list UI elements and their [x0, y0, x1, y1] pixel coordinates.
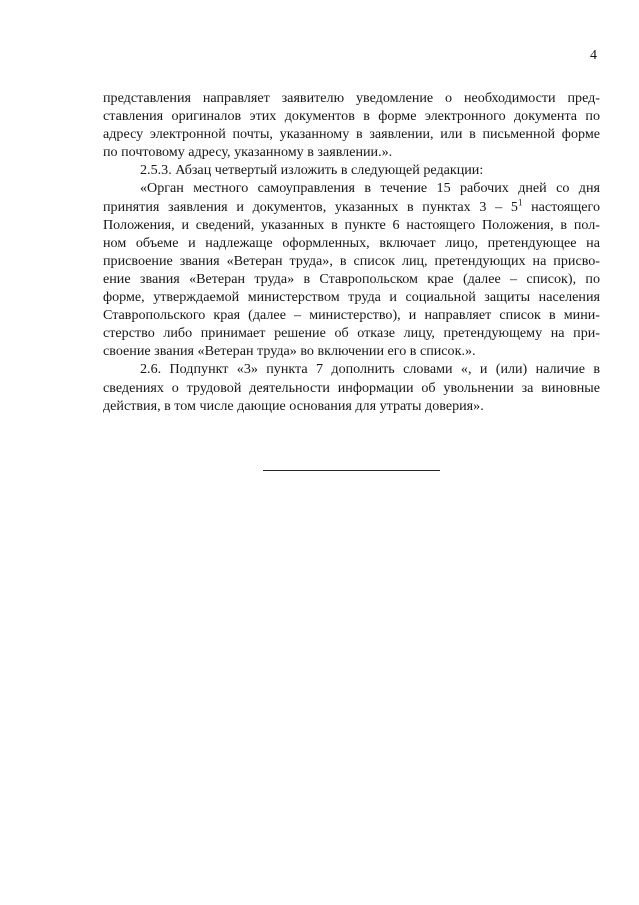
text-line: Положения, и сведений, указанных в пункте 6 настоящего Положения, в пол-	[103, 216, 600, 233]
clause-2-5-3: 2.5.3. Абзац четвертый изложить в следующей редакции:	[140, 162, 484, 179]
text-line: по почтовому адресу, указанному в заявлении.».	[103, 144, 393, 161]
text-line-with-superscript	[103, 198, 600, 216]
text-line: своение звания «Ветеран труда» во включении его в список.».	[103, 343, 476, 360]
document-body	[103, 89, 600, 415]
text-line: Ставропольского края (далее – министерство), и направляет список в мини-	[103, 307, 600, 324]
text-line: представления направляет заявителю уведомление о необходимости пред-	[103, 90, 600, 106]
text-line: сведениях о трудовой деятельности информации об увольнении за виновные	[103, 379, 600, 396]
text-line: форме, утверждаемой министерством труда и социальной защиты населения	[103, 289, 600, 306]
page-number: 4	[590, 48, 597, 63]
text-line: присвоение звания «Ветеран труда», в список лиц, претендующих на присво-	[103, 252, 600, 269]
clause-2-6: 2.6. Подпункт «3» пункта 7 дополнить словами «, и (или) наличие в	[140, 361, 600, 378]
superscript: 1	[517, 196, 523, 207]
text-line: «Орган местного самоуправления в течение 15 рабочих дней со дня	[140, 180, 600, 197]
text-fragment: настоящего	[522, 198, 600, 215]
text-line: стерство либо принимает решение об отказе лицу, претендующему на при-	[103, 325, 600, 342]
end-separator-line	[263, 470, 440, 471]
text-fragment: принятия заявления и документов, указанных в пунктах 3 – 5	[103, 198, 518, 215]
text-line: ном объеме и надлежаще оформленных, включает лицо, претендующее на	[103, 234, 600, 251]
text-line: адресу электронной почты, указанному в заявлении, или в письменной форме	[103, 126, 600, 143]
text-line: ставления оригиналов этих документов в форме электронного документа по	[103, 108, 600, 125]
text-line: ение звания «Ветеран труда» в Ставропольском крае (далее – список), по	[103, 270, 600, 287]
text-line: действия, в том числе дающие основания для утраты доверия».	[103, 397, 484, 414]
